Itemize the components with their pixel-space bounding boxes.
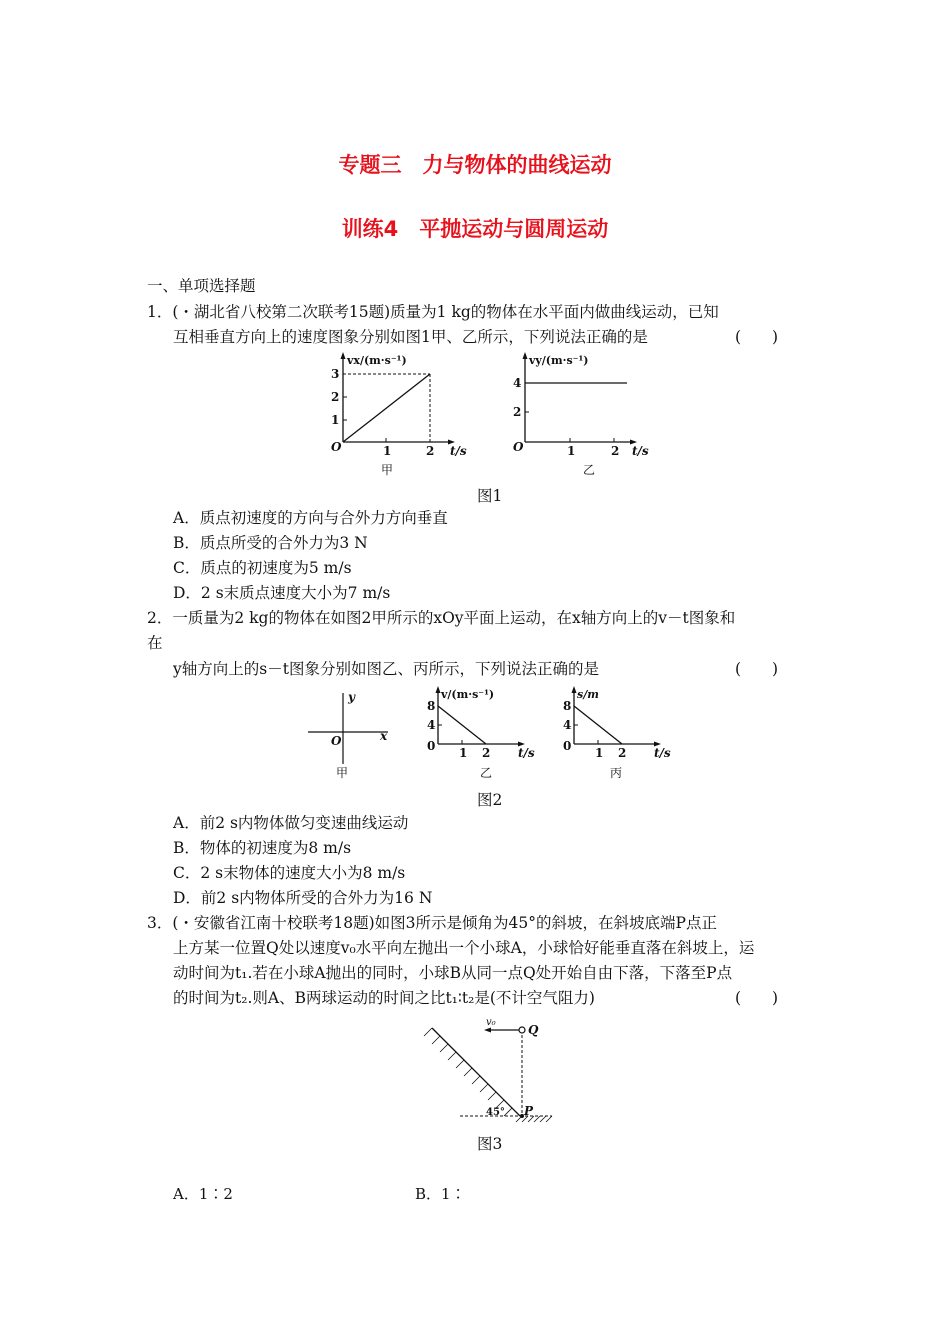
fig2-jia xyxy=(303,688,398,783)
fig1-jia-name: 甲 xyxy=(381,463,394,477)
q2-bracket: ( ) xyxy=(735,660,779,678)
fig2-yi-ylabel: v/(m·s⁻¹) xyxy=(441,688,495,701)
fig2-yi xyxy=(420,684,540,784)
q3-line3: 动时间为t₁.若在小球A抛出的同时，小球B从同一点Q处开始自由下落，下落至P点 xyxy=(173,964,733,982)
fig1-jia-ytick-2: 2 xyxy=(331,390,340,404)
fig1-jia-origin: O xyxy=(331,440,342,454)
fig2-bing-name: 丙 xyxy=(610,766,623,780)
fig1-yi xyxy=(507,350,657,478)
fig2-bing-ytick-8: 8 xyxy=(563,699,572,713)
q1-line2: 互相垂直方向上的速度图象分别如图1甲、乙所示，下列说法正确的是 xyxy=(173,328,648,346)
fig1-jia-ytick-1: 1 xyxy=(331,413,340,427)
fig2-yi-xtick-1: 1 xyxy=(459,746,468,760)
fig2-bing xyxy=(556,684,676,784)
fig3-angle: 45° xyxy=(486,1107,505,1118)
fig1-yi-ytick-4: 4 xyxy=(513,376,522,390)
fig2-bing-xtick-2: 2 xyxy=(618,746,627,760)
fig2-yi-ytick-8: 8 xyxy=(427,699,436,713)
q3-line1: 3．(・安徽省江南十校联考18题)如图3所示是倾角为45°的斜坡，在斜坡底端P点正 xyxy=(147,914,717,932)
q3-bracket: ( ) xyxy=(735,989,779,1007)
fig2-jia-y: y xyxy=(348,690,355,704)
fig1-jia-xlabel: t/s xyxy=(450,444,467,458)
fig3-caption: 图3 xyxy=(477,1135,503,1153)
q1-option-d: D．2 s末质点速度大小为7 m/s xyxy=(173,584,391,602)
fig3-p: P xyxy=(524,1104,534,1118)
fig2-yi-xtick-2: 2 xyxy=(482,746,491,760)
section-heading: 一、单项选择题 xyxy=(147,277,256,295)
fig1-yi-xtick-1: 1 xyxy=(567,444,576,458)
fig2-caption: 图2 xyxy=(477,791,503,809)
q2-line1: 2．一质量为2 kg的物体在如图2甲所示的xOy平面上运动，在x轴方向上的v－t图象和 xyxy=(147,609,736,627)
fig1-yi-xlabel: t/s xyxy=(632,444,649,458)
fig2-bing-xlabel: t/s xyxy=(654,746,671,760)
fig1-jia xyxy=(325,350,465,478)
fig3-v0: v₀ xyxy=(486,1017,496,1028)
q2-line2: y轴方向上的s－t图象分别如图乙、丙所示，下列说法正确的是 xyxy=(173,660,599,678)
fig1-caption: 图1 xyxy=(477,487,503,505)
fig2-jia-origin: O xyxy=(331,734,342,748)
fig2-yi-ytick-4: 4 xyxy=(427,718,436,732)
fig2-yi-xlabel: t/s xyxy=(518,746,535,760)
q1-bracket: ( ) xyxy=(735,328,779,346)
q3-option-b: B．1∶ xyxy=(415,1185,466,1203)
fig1-yi-name: 乙 xyxy=(583,463,596,477)
fig2-jia-x: x xyxy=(380,729,388,743)
q2-option-c: C．2 s末物体的速度大小为8 m/s xyxy=(173,864,406,882)
q2-option-a: A．前2 s内物体做匀变速曲线运动 xyxy=(173,814,409,832)
fig1-jia-ytick-3: 3 xyxy=(331,367,340,381)
fig2-yi-name: 乙 xyxy=(480,766,493,780)
q1-option-a: A．质点初速度的方向与合外力方向垂直 xyxy=(173,509,448,527)
fig1-yi-ytick-2: 2 xyxy=(513,405,522,419)
fig2-bing-ytick-0: 0 xyxy=(563,739,572,753)
page-subtitle: 训练4 平抛运动与圆周运动 xyxy=(341,217,609,241)
q3-line4: 的时间为t₂.则A、B两球运动的时间之比t₁∶t₂是(不计空气阻力) xyxy=(173,989,595,1007)
fig1-yi-xtick-2: 2 xyxy=(611,444,620,458)
fig1-jia-xtick-1: 1 xyxy=(383,444,392,458)
q2-line1b: 在 xyxy=(147,634,163,652)
fig3-slope xyxy=(420,1012,560,1127)
fig1-jia-ylabel: vx/(m·s⁻¹) xyxy=(347,354,407,367)
q3-option-a: A．1∶2 xyxy=(173,1185,233,1203)
page-title: 专题三 力与物体的曲线运动 xyxy=(338,153,612,177)
q2-option-d: D．前2 s内物体所受的合外力为16 N xyxy=(173,889,433,907)
fig3-q: Q xyxy=(528,1023,539,1037)
q2-option-b: B．物体的初速度为8 m/s xyxy=(173,839,352,857)
q1-option-b: B．质点所受的合外力为3 N xyxy=(173,534,368,552)
fig1-yi-ylabel: vy/(m·s⁻¹) xyxy=(529,354,589,367)
fig1-yi-origin: O xyxy=(513,440,524,454)
fig2-jia-name: 甲 xyxy=(336,766,349,780)
q3-line2: 上方某一位置Q处以速度v₀水平向左抛出一个小球A，小球恰好能垂直落在斜坡上，运 xyxy=(173,939,755,957)
fig2-bing-xtick-1: 1 xyxy=(595,746,604,760)
fig2-bing-ytick-4: 4 xyxy=(563,718,572,732)
q1-option-c: C．质点的初速度为5 m/s xyxy=(173,559,352,577)
fig2-bing-ylabel: s/m xyxy=(577,688,599,701)
fig2-yi-ytick-0: 0 xyxy=(427,739,436,753)
fig1-jia-xtick-2: 2 xyxy=(426,444,435,458)
q1-line1: 1．(・湖北省八校第二次联考15题)质量为1 kg的物体在水平面内做曲线运动，已知 xyxy=(147,303,719,321)
